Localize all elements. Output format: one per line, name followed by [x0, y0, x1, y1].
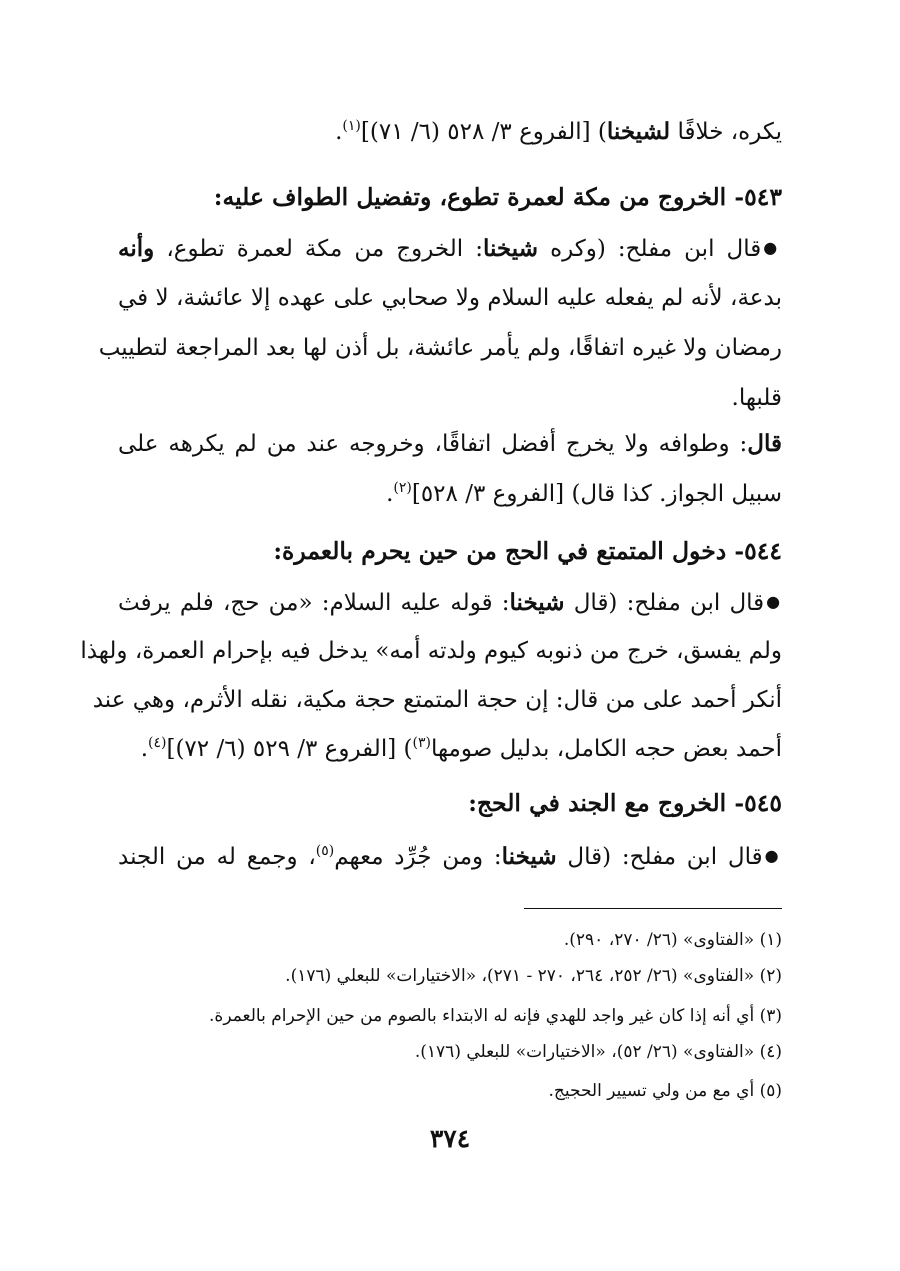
bullet-icon: ● — [763, 238, 782, 257]
text-line — [118, 474, 782, 514]
text-run: : وطوافه ولا يخرج أفضل اتفاقًا، وخروجه عند من لم يكرهه على — [118, 431, 748, 457]
footnote-5: (٥) أي مع من ولي تسيير الحجيج. — [548, 1081, 782, 1101]
section-heading: ٥٤٣- الخروج من مكة لعمرة تطوع، وتفضيل الطواف عليه: — [213, 183, 782, 211]
text-line: رمضان ولا غيره اتفاقًا، ولم يأمر عائشة، بل أذن لها بعد المراجعة لتطييب — [98, 335, 782, 361]
reference: ) [الفروع ٣/ ٥٢٨ (٦/ ٧١)] — [360, 119, 607, 145]
footnote-marker: (١) — [342, 118, 361, 134]
text-line — [118, 112, 782, 152]
shaykh-term: شيخنا — [501, 843, 557, 870]
text-run: أحمد بعض حجه الكامل، بدليل صومها — [430, 736, 782, 762]
text-run: : قوله عليه السلام: «من حج، فلم يرفث — [118, 590, 510, 616]
footnote-marker: (٢) — [393, 480, 412, 496]
text-run: قال — [747, 430, 782, 457]
text-run: يكره، خلافًا — [670, 119, 782, 145]
footnote-marker: (٤) — [148, 735, 167, 751]
text-line: قلبها. — [731, 385, 782, 411]
text-run: . — [335, 119, 343, 145]
section-heading: ٥٤٤- دخول المتمتع في الحج من حين يحرم بالعمرة: — [273, 537, 782, 565]
bullet-icon: ● — [766, 592, 782, 611]
text-run: قال ابن مفلح: (قال — [556, 844, 763, 870]
text-run: : ومن جُرِّد معهم — [334, 844, 502, 870]
text-line — [118, 729, 782, 769]
text-line — [118, 228, 782, 269]
section-heading: ٥٤٥- الخروج مع الجند في الحج: — [468, 789, 782, 817]
text-run: قال ابن مفلح: (وكره — [537, 236, 762, 262]
text-run: وأنه — [118, 235, 155, 262]
text-line: أنكر أحمد على من قال: إن حجة المتمتع حجة مكية، نقله الأثرم، وهي عند — [92, 687, 782, 713]
footnote-4: (٤) «الفتاوى» (٢٦/ ٥٢)، «الاختيارات» للبعلي (١٧٦). — [414, 1042, 782, 1062]
shaykh-term: لشيخنا — [606, 118, 671, 145]
text-line — [118, 424, 782, 464]
text-run: . — [140, 736, 148, 762]
text-line — [118, 582, 782, 623]
footnote-marker: (٣) — [412, 735, 431, 751]
footnote-separator — [524, 908, 782, 909]
text-run: سبيل الجواز. كذا قال) [الفروع ٣/ ٥٢٨] — [411, 481, 782, 507]
footnote-2: (٢) «الفتاوى» (٢٦/ ٢٥٢، ٢٦٤، ٢٧٠ - ٢٧١)، «الاختيارات» للبعلي (١٧٦). — [285, 966, 782, 986]
text-run: : الخروج من مكة لعمرة تطوع، — [154, 236, 483, 262]
text-line — [118, 836, 782, 877]
text-run: . — [386, 481, 394, 507]
reference: ) [الفروع ٣/ ٥٢٩ (٦/ ٧٢)] — [166, 736, 413, 762]
page-number: ٣٧٤ — [429, 1124, 471, 1153]
text-run: ، وجمع له من الجند — [118, 844, 316, 870]
footnote-1: (١) «الفتاوى» (٢٦/ ٢٧٠، ٢٩٠). — [563, 930, 782, 950]
footnote-marker: (٥) — [315, 843, 335, 859]
footnote-3: (٣) أي أنه إذا كان غير واجد للهدي فإنه له الابتداء بالصوم من حين الإحرام بالعمرة. — [209, 1006, 782, 1026]
shaykh-term: شيخنا — [509, 589, 565, 616]
bullet-icon: ● — [764, 846, 782, 865]
shaykh-term: شيخنا — [482, 235, 538, 262]
text-run: قال ابن مفلح: (قال — [564, 590, 765, 616]
text-line: بدعة، لأنه لم يفعله عليه السلام ولا صحابي على عهده إلا عائشة، لا في — [118, 285, 782, 311]
text-line: ولم يفسق، خرج من ذنوبه كيوم ولدته أمه» يدخل فيه بإحرام العمرة، ولهذا — [80, 638, 782, 664]
